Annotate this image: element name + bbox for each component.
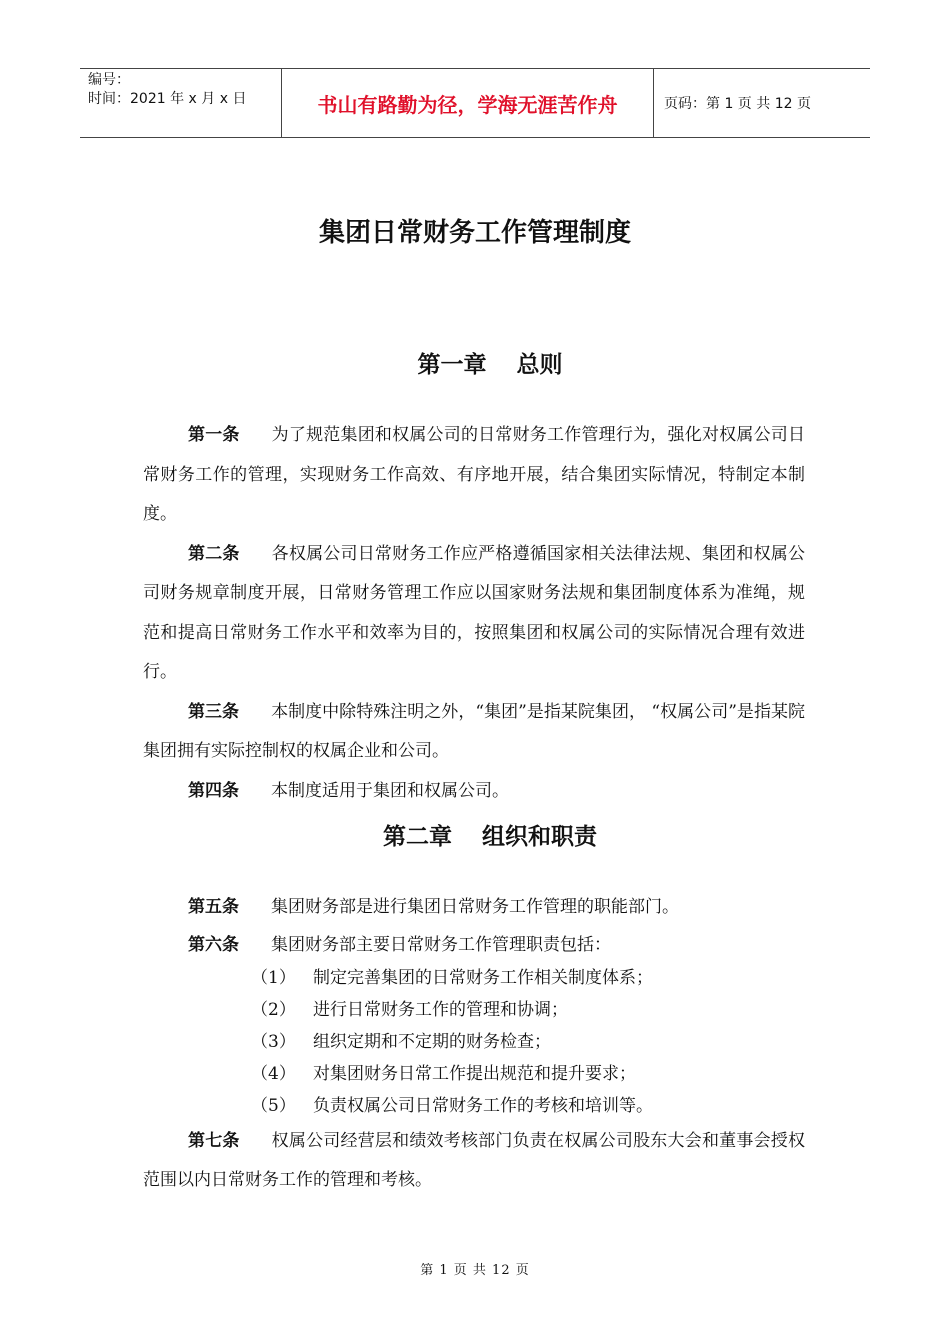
list-item [143,1026,805,1058]
list-item [143,1090,805,1122]
duty-list [143,962,805,1122]
list-item-text: 组织定期和不定期的财务检查； [313,1031,551,1052]
article-3-label: 第三条 [188,701,240,722]
chapter-2-name: 组织和职责 [482,824,597,850]
article-3-text: 本制度中除特殊注明之外，“集团”是指某院集团， “权属公司”是指某院集团拥有实际控制权的权属企业和公司。 [143,701,806,761]
list-item-number: （1） [251,967,296,988]
article-2-text: 各权属公司日常财务工作应严格遵循国家相关法律法规、集团和权属公司财务规章制度开展，日常财务管理工作应以国家财务法规和集团制度体系为准绳，规范和提高日常财务工作水平和效率为目的，按照集团和权属公司的实际情况合理有效进行。 [143,543,806,682]
chapter-1-name: 总则 [516,352,563,378]
article-4-text: 本制度适用于集团和权属公司。 [271,780,509,801]
article-1 [143,416,805,535]
list-item-number: （3） [251,1031,296,1052]
article-2 [143,535,805,693]
article-5-label: 第五条 [188,897,239,917]
header-page-info: 页码：第 1 页 共 12 页 [664,96,811,112]
article-7-text: 权属公司经营层和绩效考核部门负责在权属公司股东大会和董事会授权范围以内日常财务工作的管理和考核。 [143,1130,806,1190]
list-item [143,994,805,1026]
chapter-2-heading [0,818,950,851]
chapter-2-body [143,888,805,1201]
page-header [80,68,870,138]
chapter-1-heading [0,346,950,379]
chapter-1-number: 第一章 [417,352,487,378]
list-item-text: 对集团财务日常工作提出规范和提升要求； [313,1063,636,1084]
article-7-label: 第七条 [188,1130,240,1151]
list-item [143,962,805,994]
article-1-label: 第一条 [188,425,240,445]
page-footer: 第 1 页 共 12 页 [420,1263,530,1278]
chapter-2-number: 第二章 [383,824,452,850]
article-6-label: 第六条 [188,934,239,955]
article-3 [143,693,805,772]
article-5-text: 集团财务部是进行集团日常财务工作管理的职能部门。 [271,897,679,917]
list-item-text: 负责权属公司日常财务工作的考核和培训等。 [313,1095,653,1116]
header-meta [80,69,282,137]
article-5 [143,888,805,928]
article-6 [143,928,805,962]
document-date: 时间：2021 年 x 月 x 日 [88,91,247,107]
article-7 [143,1122,805,1201]
list-item-text: 制定完善集团的日常财务工作相关制度体系； [313,967,653,988]
list-item-number: （2） [251,999,296,1020]
article-1-text: 为了规范集团和权属公司的日常财务工作管理行为，强化对权属公司日常财务工作的管理，实现财务工作高效、有序地开展，结合集团实际情况，特制定本制度。 [143,425,806,524]
list-item-number: （4） [251,1063,296,1084]
list-item-number: （5） [251,1095,296,1116]
chapter-1-body [143,416,805,811]
document-number-label: 编号： [88,72,130,88]
header-motto: 书山有路勤为径，学海无涯苦作舟 [282,69,654,137]
list-item [143,1058,805,1090]
article-2-label: 第二条 [188,543,240,564]
list-item-text: 进行日常财务工作的管理和协调； [313,999,568,1020]
article-4-label: 第四条 [188,780,239,801]
article-6-text: 集团财务部主要日常财务工作管理职责包括： [271,934,611,955]
article-4 [143,772,805,812]
document-title: 集团日常财务工作管理制度 [318,218,631,248]
